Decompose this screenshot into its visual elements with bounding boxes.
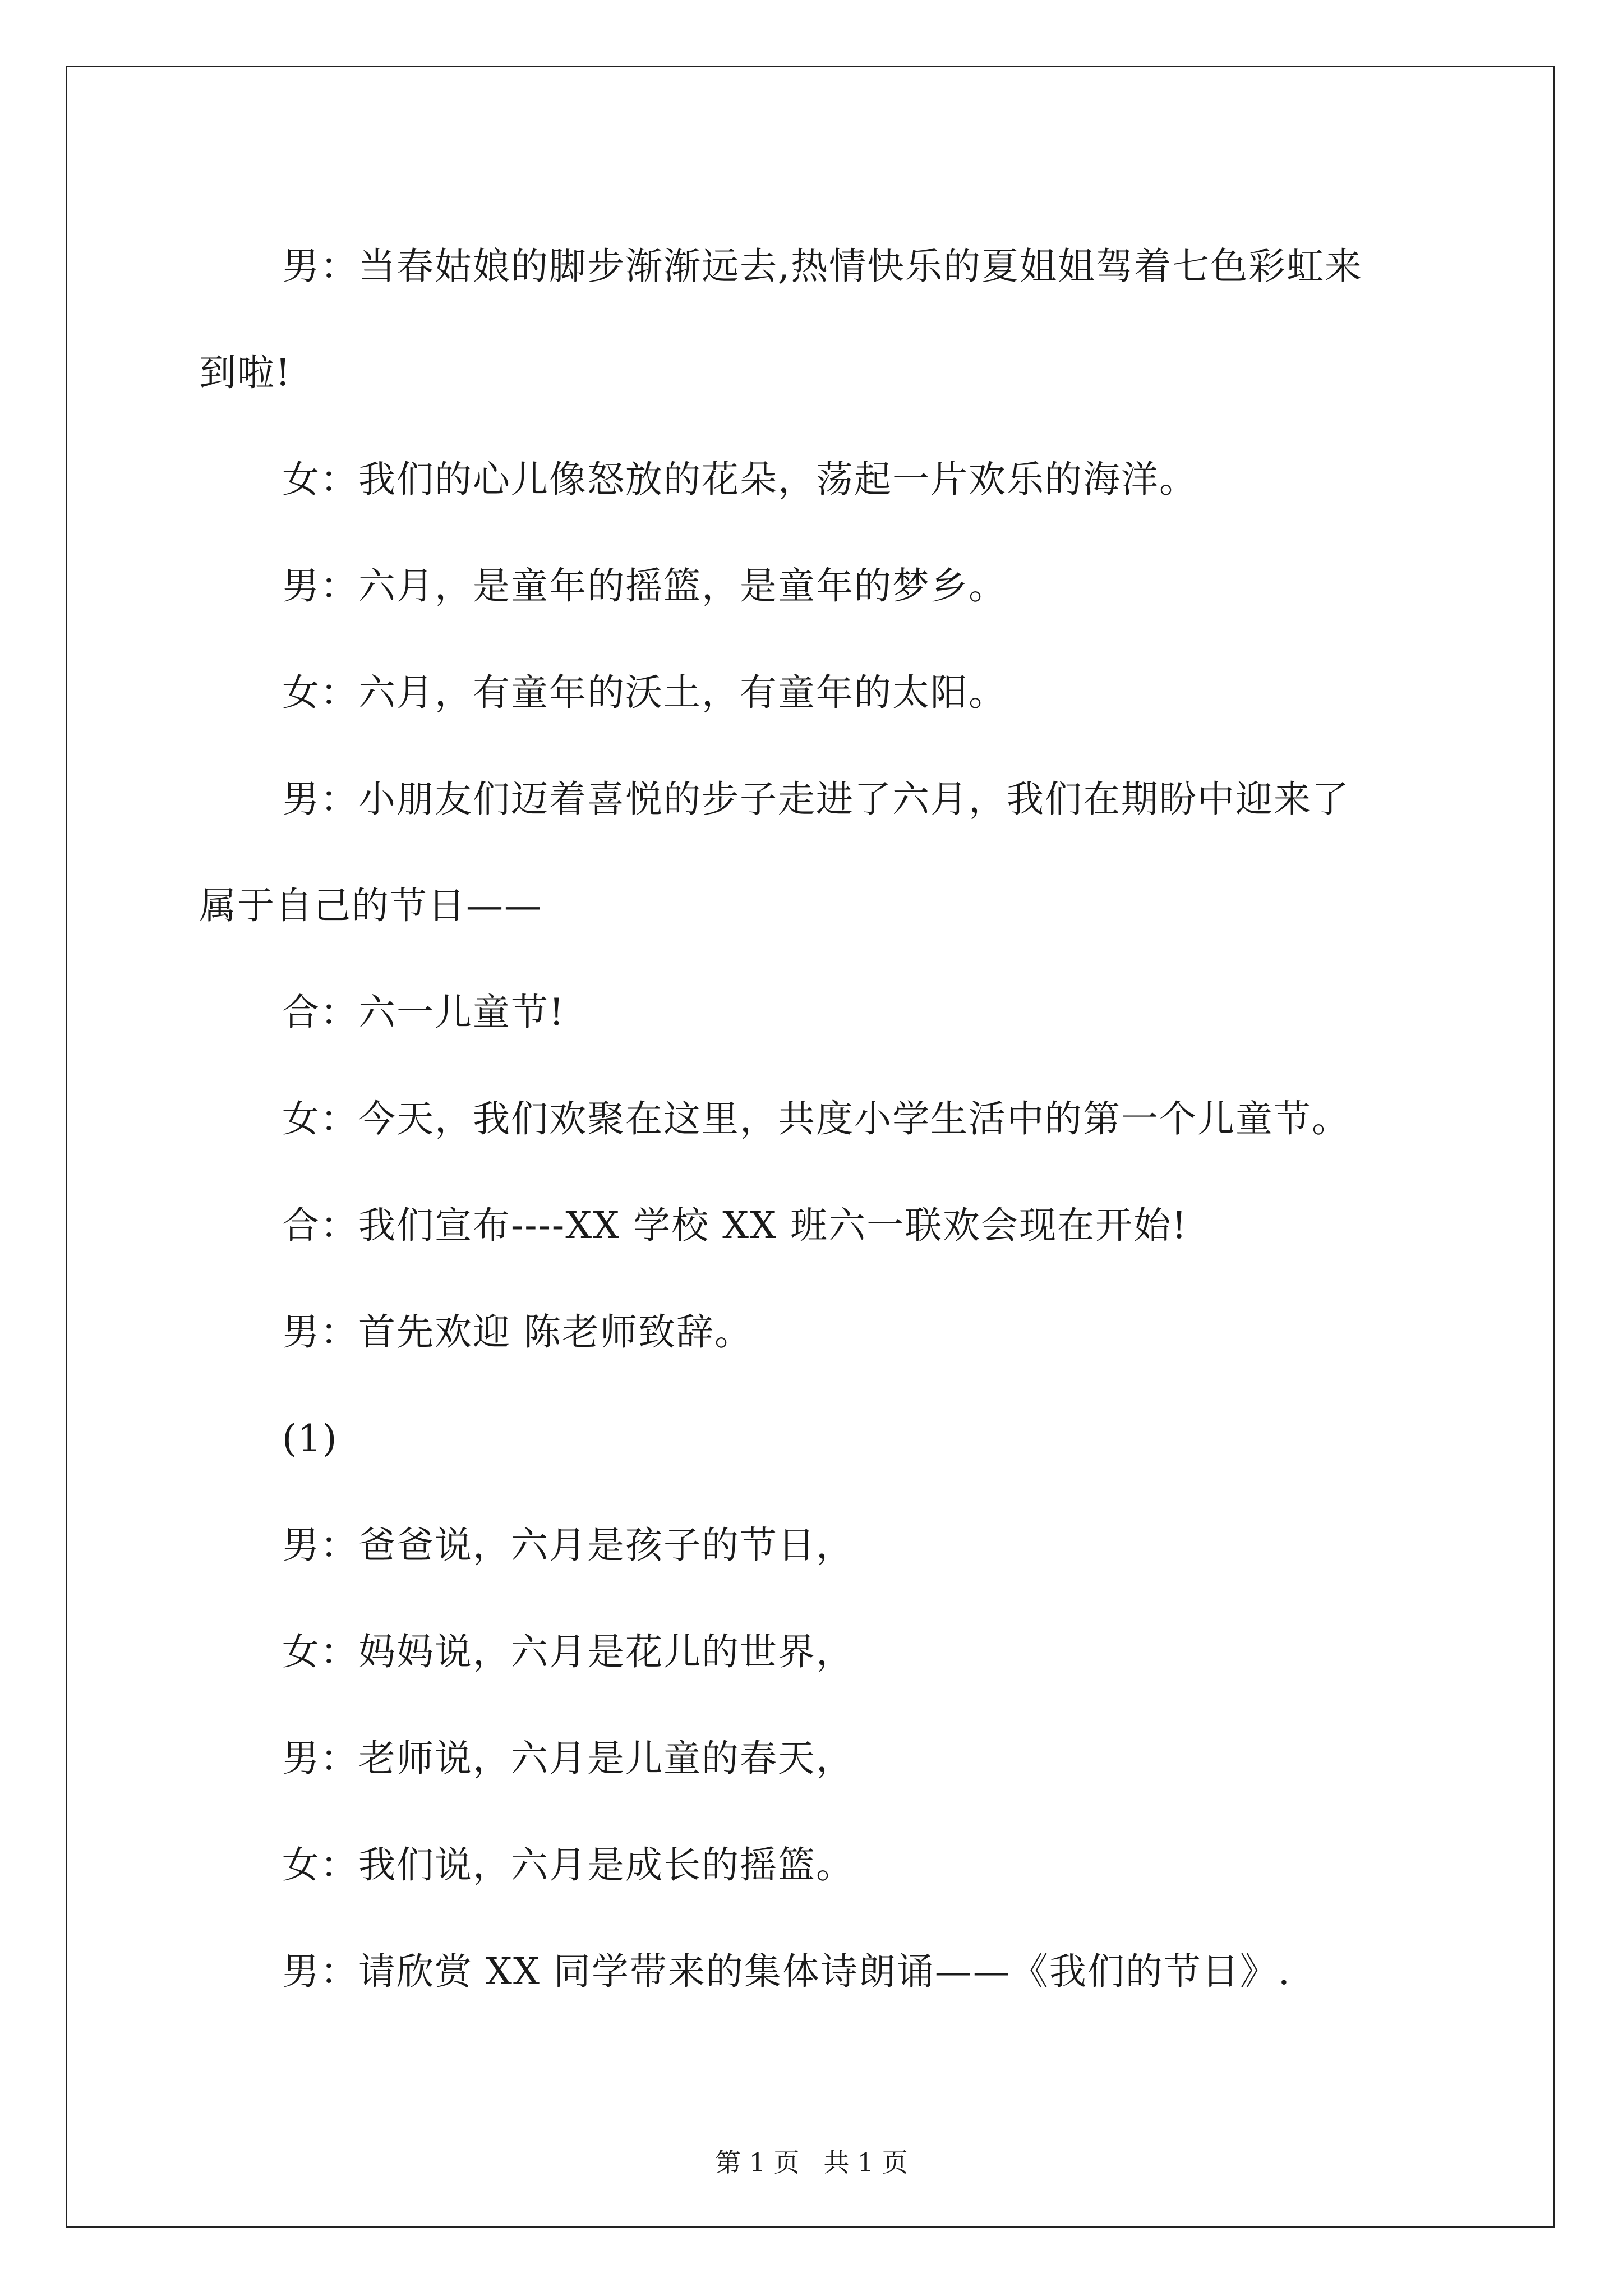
paragraph-5-line-1: 男：小朋友们迈着喜悦的步子走进了六月，我们在期盼中迎来了 <box>282 777 1350 821</box>
page-number: 第 1 页 <box>715 2147 800 2178</box>
paragraph-12: 女：妈妈说，六月是花儿的世界， <box>282 1630 854 1673</box>
paragraph-9: 男：首先欢迎 陈老师致辞。 <box>282 1310 753 1354</box>
paragraph-3: 男：六月，是童年的摇篮，是童年的梦乡。 <box>282 564 1007 608</box>
paragraph-1-line-1: 男：当春姑娘的脚步渐渐远去,热情快乐的夏姐姐驾着七色彩虹来 <box>282 245 1363 288</box>
paragraph-5-line-2: 属于自己的节日—— <box>199 884 542 927</box>
paragraph-14: 女：我们说，六月是成长的摇篮。 <box>282 1843 854 1887</box>
paragraph-8: 合：我们宣布----XX 学校 XX 班六一联欢会现在开始! <box>282 1204 1188 1247</box>
paragraph-2: 女：我们的心儿像怒放的花朵，荡起一片欢乐的海洋。 <box>282 458 1197 501</box>
paragraph-13: 男：老师说，六月是儿童的春天， <box>282 1737 854 1780</box>
paragraph-15: 男：请欣赏 XX 同学带来的集体诗朗诵——《我们的节日》. <box>282 1950 1291 1993</box>
paragraph-7: 女：今天，我们欢聚在这里，共度小学生活中的第一个儿童节。 <box>282 1097 1350 1140</box>
paragraph-4: 女：六月，有童年的沃土，有童年的太阳。 <box>282 671 1007 714</box>
paragraph-1-line-2: 到啦! <box>199 351 292 394</box>
page-total: 共 1 页 <box>823 2147 908 2178</box>
paragraph-10: (1) <box>282 1417 338 1460</box>
document-body <box>199 213 1433 2025</box>
page-footer <box>0 2146 1623 2179</box>
paragraph-6: 合：六一儿童节! <box>282 991 565 1034</box>
paragraph-11: 男：爸爸说，六月是孩子的节日， <box>282 1524 854 1567</box>
